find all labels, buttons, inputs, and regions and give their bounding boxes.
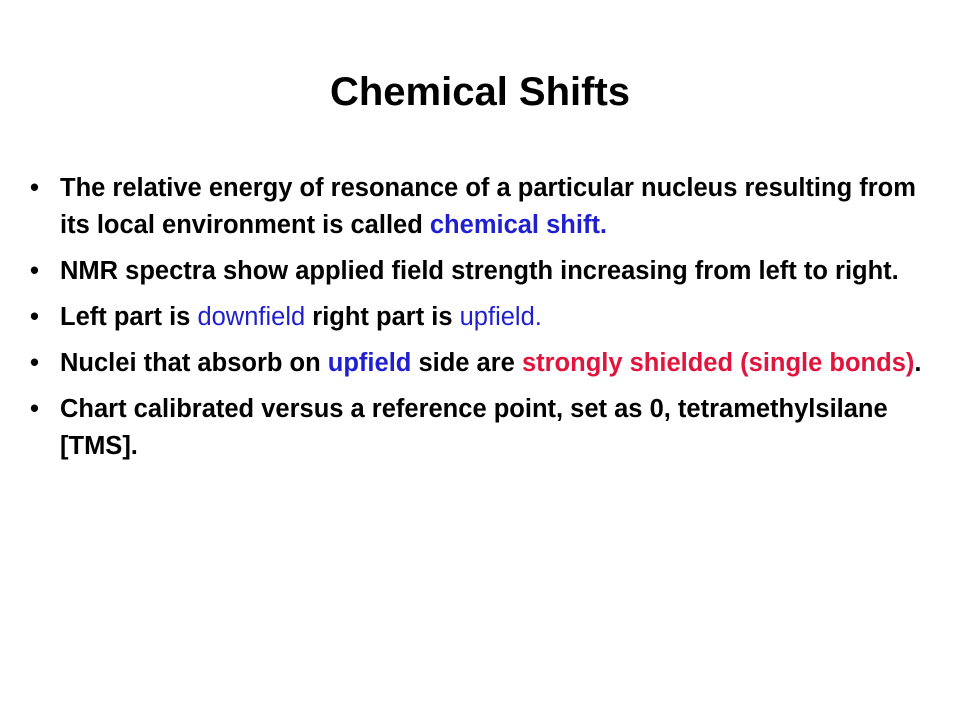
term-strongly-shielded: strongly shielded (single bonds) (521, 349, 915, 377)
bullet-item-shielding (30, 345, 940, 382)
bullet-item-tms-reference (30, 391, 940, 465)
bullet-icon: • (30, 174, 39, 202)
bullet-list (30, 170, 940, 474)
bullet-icon: • (30, 303, 39, 331)
bullet-text: . (914, 349, 922, 377)
term-chemical-shift: chemical shift. (429, 211, 608, 239)
slide-title: Chemical Shifts (329, 70, 631, 114)
bullet-text: right part is (305, 303, 460, 331)
bullet-text: Chart calibrated versus a reference point, set as 0, tetramethylsilane [TMS]. (60, 395, 888, 460)
term-upfield: upfield. (459, 303, 542, 331)
bullet-icon: • (30, 257, 39, 285)
bullet-item-downfield-upfield (30, 299, 940, 336)
term-upfield: upfield (327, 349, 412, 377)
bullet-text: Left part is (60, 303, 198, 331)
term-downfield: downfield (197, 303, 306, 331)
bullet-text: The relative energy of resonance of a particular nucleus resulting from its local environment is called (60, 174, 916, 239)
bullet-text: NMR spectra show applied field strength increasing from left to right. (60, 257, 899, 285)
bullet-text: side are (411, 349, 522, 377)
bullet-icon: • (30, 395, 39, 423)
bullet-item-field-strength (30, 253, 940, 290)
bullet-icon: • (30, 349, 39, 377)
bullet-item-chemical-shift-definition (30, 170, 940, 244)
bullet-text: Nuclei that absorb on (60, 349, 328, 377)
